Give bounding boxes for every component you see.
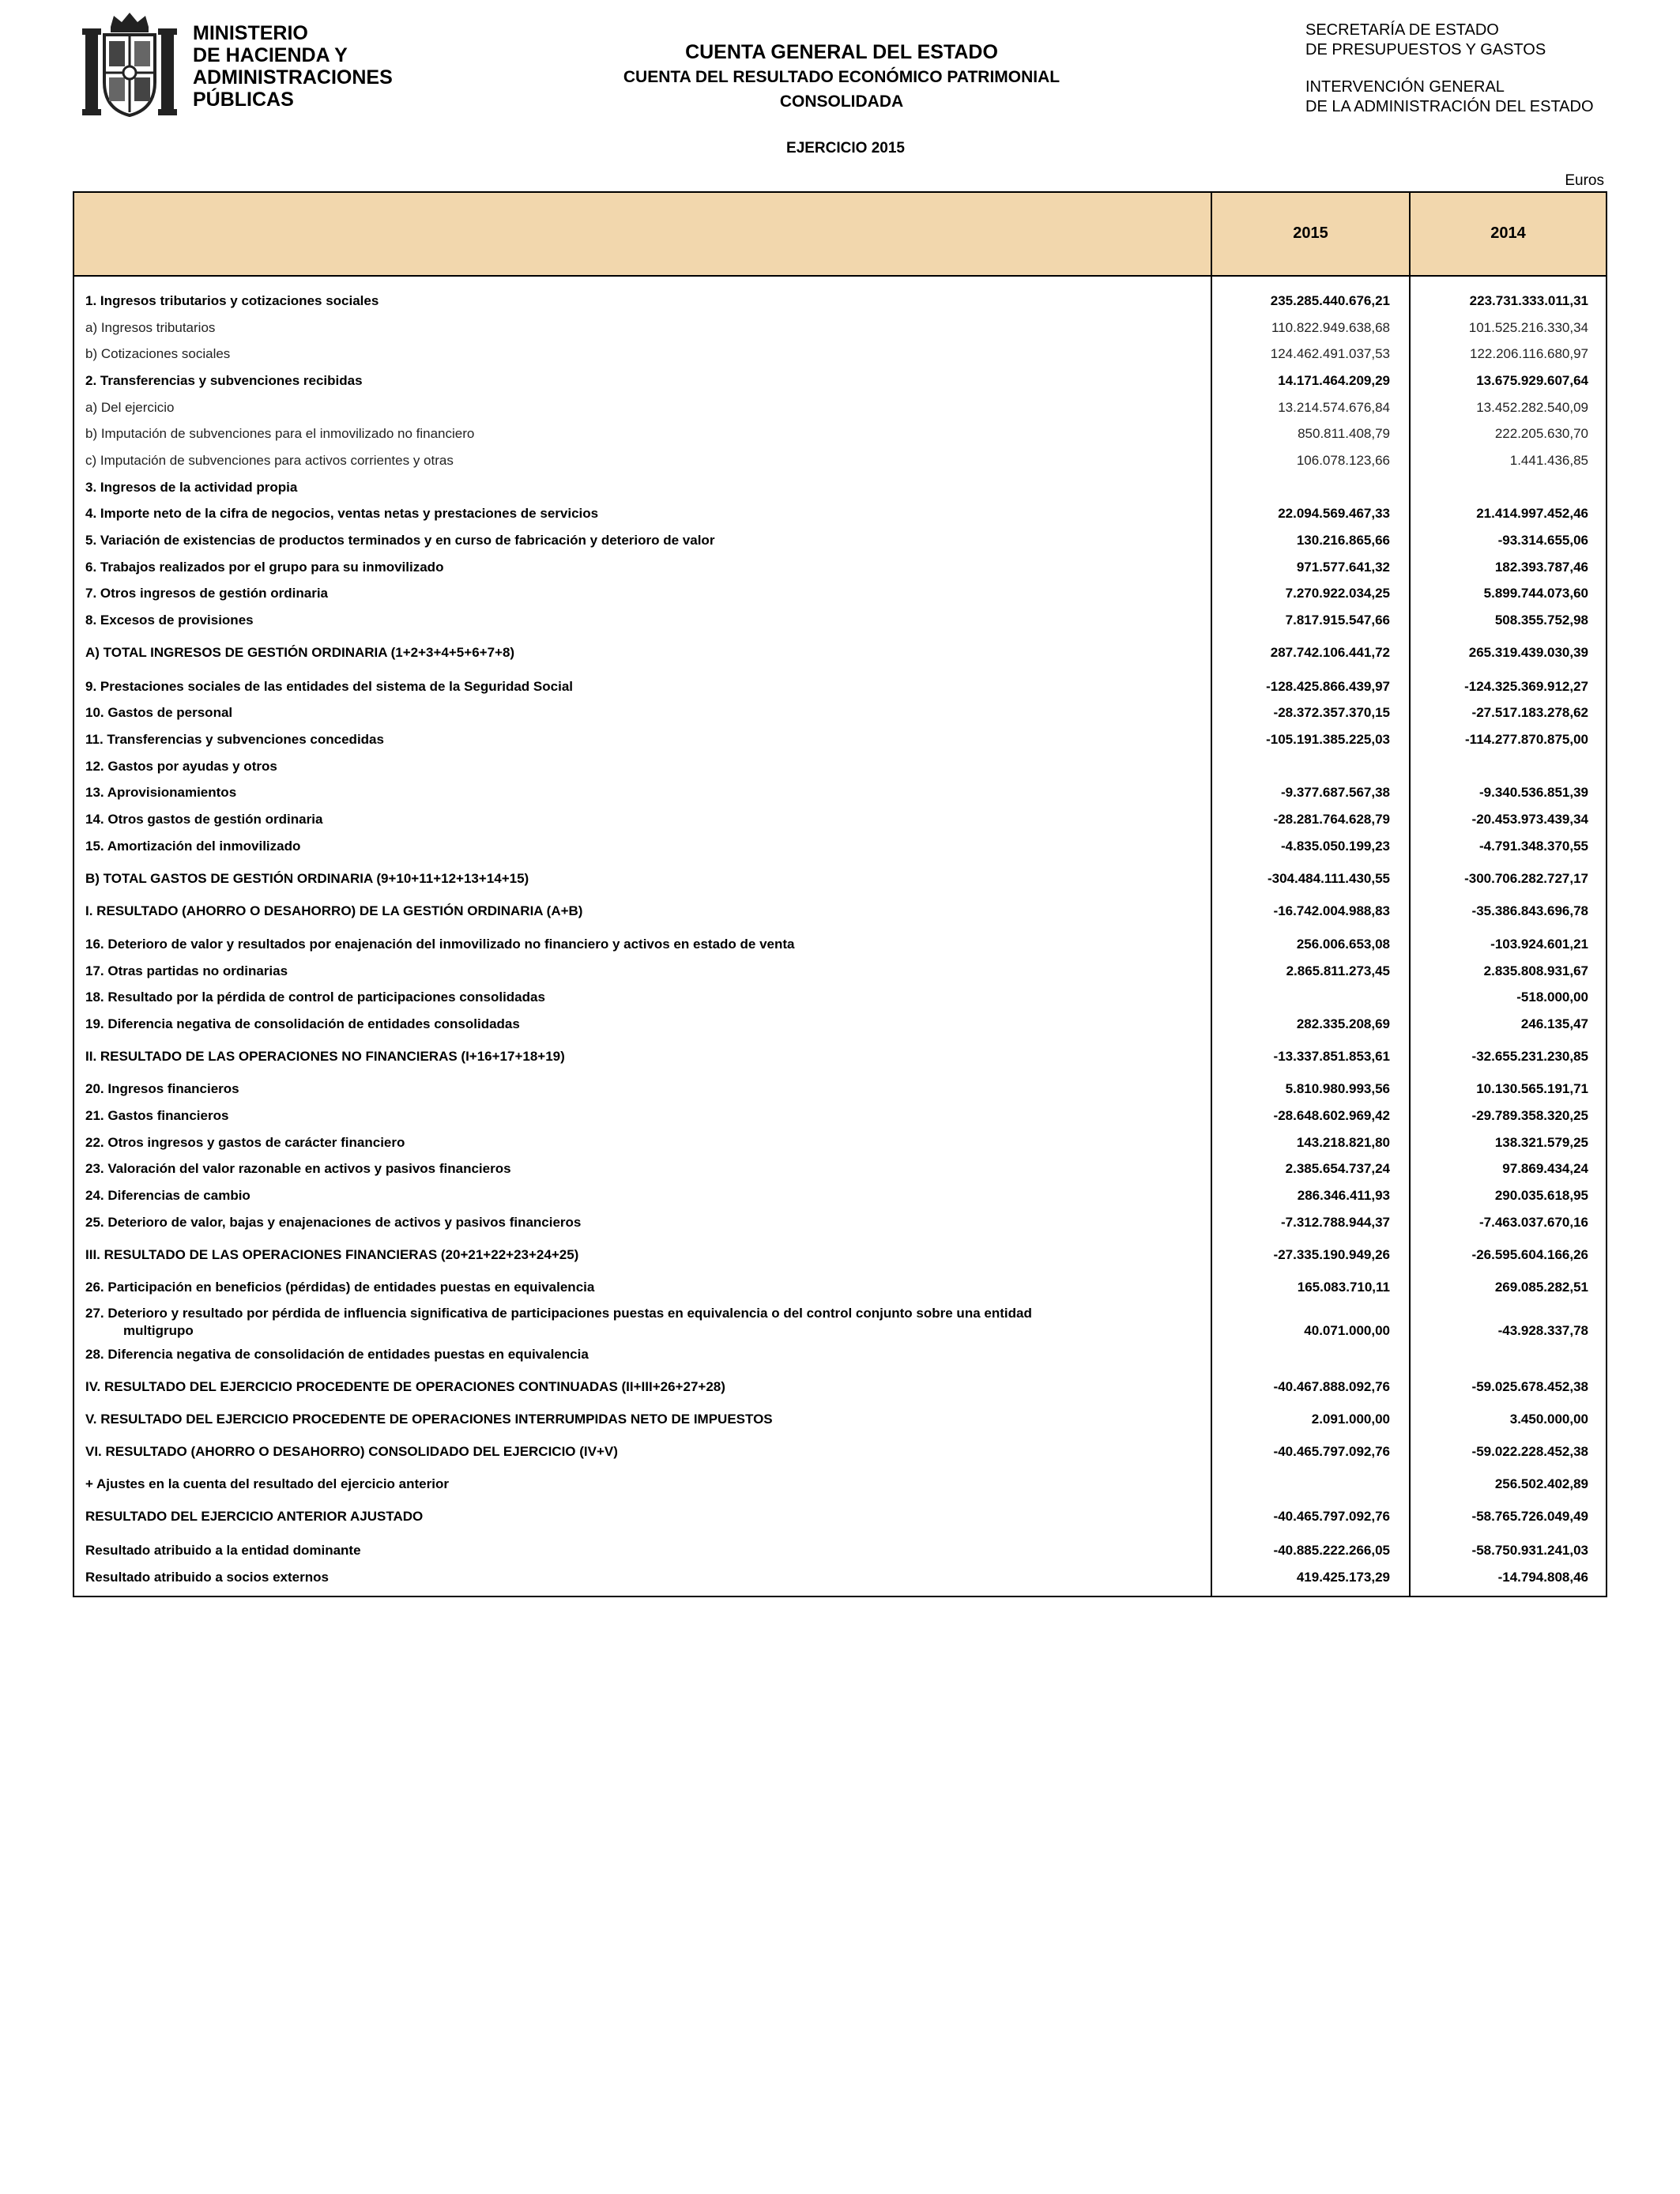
document-titles bbox=[537, 40, 1146, 114]
value-2014: -300.706.282.727,17 bbox=[1464, 871, 1588, 886]
row-label: 9. Prestaciones sociales de las entidades del sistema de la Seguridad Social bbox=[85, 679, 573, 694]
org-line: DE LA ADMINISTRACIÓN DEL ESTADO bbox=[1305, 98, 1594, 115]
table-row bbox=[74, 399, 1606, 425]
row-label: 20. Ingresos financieros bbox=[85, 1081, 239, 1096]
value-2015: 124.462.491.037,53 bbox=[1270, 346, 1390, 361]
value-2014: 101.525.216.330,34 bbox=[1468, 320, 1588, 335]
row-label: 13. Aprovisionamientos bbox=[85, 785, 237, 800]
row-label: 4. Importe neto de la cifra de negocios, ventas netas y prestaciones de servicios bbox=[85, 506, 599, 521]
value-2014: -58.765.726.049,49 bbox=[1471, 1509, 1588, 1524]
table-row bbox=[74, 292, 1606, 319]
exercise-year: EJERCICIO 2015 bbox=[786, 140, 905, 156]
row-label: 6. Trabajos realizados por el grupo para su inmovilizado bbox=[85, 560, 444, 575]
row-label: 10. Gastos de personal bbox=[85, 705, 233, 720]
row-label: 16. Deterioro de valor y resultados por enajenación del inmovilizado no financiero y activos en estado de venta bbox=[85, 937, 795, 952]
value-2015: -105.191.385.225,03 bbox=[1266, 732, 1390, 747]
value-2014: 13.675.929.607,64 bbox=[1476, 373, 1588, 388]
row-label: 19. Diferencia negativa de consolidación de entidades consolidadas bbox=[85, 1016, 520, 1031]
value-2014: 246.135,47 bbox=[1520, 1016, 1588, 1031]
value-2015: 22.094.569.467,33 bbox=[1278, 506, 1390, 521]
value-2014: -27.517.183.278,62 bbox=[1471, 705, 1588, 720]
table-row bbox=[74, 1134, 1606, 1160]
value-2015: -40.467.888.092,76 bbox=[1273, 1379, 1390, 1394]
row-label: Resultado atribuido a socios externos bbox=[85, 1570, 329, 1585]
ministry-line: PÚBLICAS bbox=[193, 89, 294, 111]
row-label: Resultado atribuido a la entidad dominante bbox=[85, 1543, 361, 1558]
row-label: 15. Amortización del inmovilizado bbox=[85, 839, 301, 854]
value-2015: -40.885.222.266,05 bbox=[1273, 1543, 1390, 1558]
table-row bbox=[74, 372, 1606, 398]
row-label: b) Cotizaciones sociales bbox=[85, 346, 231, 361]
row-label: III. RESULTADO DE LAS OPERACIONES FINANCIERAS (20+21+22+23+24+25) bbox=[85, 1247, 579, 1262]
row-label: 22. Otros ingresos y gastos de carácter financiero bbox=[85, 1135, 405, 1150]
table-row bbox=[74, 758, 1606, 784]
value-2014: -93.314.655,06 bbox=[1497, 533, 1588, 548]
issuing-organization bbox=[1305, 21, 1653, 117]
table-row bbox=[74, 1569, 1606, 1595]
value-2014: -124.325.369.912,27 bbox=[1464, 679, 1588, 694]
document-subtitle: CUENTA DEL RESULTADO ECONÓMICO PATRIMONIAL bbox=[623, 68, 1060, 86]
value-2014: 2.835.808.931,67 bbox=[1483, 963, 1588, 978]
value-2015: 110.822.949.638,68 bbox=[1271, 320, 1390, 335]
table-row bbox=[74, 319, 1606, 345]
table-row bbox=[74, 1305, 1606, 1338]
value-2015: 14.171.464.209,29 bbox=[1278, 373, 1390, 388]
ministry-line: MINISTERIO bbox=[193, 22, 308, 44]
value-2014: -9.340.536.851,39 bbox=[1478, 785, 1588, 800]
value-2014: -58.750.931.241,03 bbox=[1471, 1543, 1588, 1558]
value-2015: -40.465.797.092,76 bbox=[1273, 1509, 1390, 1524]
table-row bbox=[74, 870, 1606, 896]
value-2014: 5.899.744.073,60 bbox=[1483, 586, 1588, 601]
document-subtitle-2: CONSOLIDADA bbox=[779, 92, 904, 111]
currency-units: Euros bbox=[1565, 172, 1604, 189]
row-label: B) TOTAL GASTOS DE GESTIÓN ORDINARIA (9+10+11+12+13+14+15) bbox=[85, 871, 529, 886]
table-row bbox=[74, 1214, 1606, 1240]
table-row bbox=[74, 1411, 1606, 1437]
value-2015: 235.285.440.676,21 bbox=[1270, 293, 1390, 308]
value-2014: -20.453.973.439,34 bbox=[1471, 812, 1588, 827]
table-row bbox=[74, 479, 1606, 505]
table-row bbox=[74, 1279, 1606, 1305]
table-row bbox=[74, 1246, 1606, 1272]
value-2014: -29.789.358.320,25 bbox=[1471, 1108, 1588, 1123]
row-label: 23. Valoración del valor razonable en activos y pasivos financieros bbox=[85, 1161, 511, 1176]
row-label: IV. RESULTADO DEL EJERCICIO PROCEDENTE DE OPERACIONES CONTINUADAS (II+III+26+27+28) bbox=[85, 1379, 725, 1394]
value-2014: 10.130.565.191,71 bbox=[1476, 1081, 1588, 1096]
value-2015: 13.214.574.676,84 bbox=[1278, 400, 1390, 415]
value-2014: -35.386.843.696,78 bbox=[1471, 903, 1588, 918]
table-row bbox=[74, 678, 1606, 704]
org-line: INTERVENCIÓN GENERAL bbox=[1305, 78, 1505, 96]
row-label: a) Ingresos tributarios bbox=[85, 320, 216, 335]
value-2014: 182.393.787,46 bbox=[1494, 560, 1588, 575]
value-2014: 256.502.402,89 bbox=[1494, 1476, 1588, 1491]
row-label: c) Imputación de subvenciones para activos corrientes y otras bbox=[85, 453, 454, 468]
row-label: A) TOTAL INGRESOS DE GESTIÓN ORDINARIA (1+2+3+4+5+6+7+8) bbox=[85, 645, 515, 660]
table-header bbox=[74, 193, 1606, 277]
table-row bbox=[74, 936, 1606, 962]
value-2015: -16.742.004.988,83 bbox=[1273, 903, 1390, 918]
value-2015: -28.281.764.628,79 bbox=[1273, 812, 1390, 827]
table-row bbox=[74, 532, 1606, 558]
value-2015: 286.346.411,93 bbox=[1297, 1188, 1390, 1203]
table-row bbox=[74, 1048, 1606, 1074]
table-row bbox=[74, 425, 1606, 451]
value-2015: -7.312.788.944,37 bbox=[1280, 1215, 1390, 1230]
table-row bbox=[74, 903, 1606, 929]
results-table bbox=[73, 191, 1607, 1597]
row-label: 11. Transferencias y subvenciones concedidas bbox=[85, 732, 384, 747]
org-line: DE PRESUPUESTOS Y GASTOS bbox=[1305, 41, 1546, 58]
value-2015: -128.425.866.439,97 bbox=[1266, 679, 1390, 694]
value-2015: -9.377.687.567,38 bbox=[1280, 785, 1390, 800]
value-2014: -103.924.601,21 bbox=[1490, 937, 1588, 952]
value-2014: -26.595.604.166,26 bbox=[1471, 1247, 1588, 1262]
value-2014: 97.869.434,24 bbox=[1502, 1161, 1588, 1176]
value-2015: 7.817.915.547,66 bbox=[1285, 613, 1390, 628]
table-row bbox=[74, 452, 1606, 478]
column-header-2014: 2014 bbox=[1490, 224, 1526, 242]
table-row bbox=[74, 838, 1606, 864]
row-label: 21. Gastos financieros bbox=[85, 1108, 229, 1123]
value-2014: 290.035.618,95 bbox=[1494, 1188, 1588, 1203]
row-label: VI. RESULTADO (AHORRO O DESAHORRO) CONSOLIDADO DEL EJERCICIO (IV+V) bbox=[85, 1444, 618, 1459]
row-label: 17. Otras partidas no ordinarias bbox=[85, 963, 288, 978]
value-2015: -13.337.851.853,61 bbox=[1273, 1049, 1390, 1064]
value-2014: -7.463.037.670,16 bbox=[1478, 1215, 1588, 1230]
row-label: 7. Otros ingresos de gestión ordinaria bbox=[85, 586, 329, 601]
ministry-name bbox=[193, 22, 446, 111]
table-row bbox=[74, 1508, 1606, 1534]
row-label: 2. Transferencias y subvenciones recibidas bbox=[85, 373, 363, 388]
table-row bbox=[74, 811, 1606, 837]
table-row bbox=[74, 1080, 1606, 1106]
table-row bbox=[74, 1016, 1606, 1042]
row-label: V. RESULTADO DEL EJERCICIO PROCEDENTE DE OPERACIONES INTERRUMPIDAS NETO DE IMPUESTOS bbox=[85, 1412, 773, 1427]
value-2014: -32.655.231.230,85 bbox=[1471, 1049, 1588, 1064]
table-row bbox=[74, 1378, 1606, 1404]
table-row bbox=[74, 963, 1606, 989]
row-label: 24. Diferencias de cambio bbox=[85, 1188, 250, 1203]
row-label: 8. Excesos de provisiones bbox=[85, 613, 254, 628]
table-row bbox=[74, 989, 1606, 1015]
table-row bbox=[74, 1107, 1606, 1133]
value-2014: 269.085.282,51 bbox=[1494, 1280, 1588, 1295]
value-2015: 971.577.641,32 bbox=[1296, 560, 1390, 575]
table-row bbox=[74, 585, 1606, 611]
table-row bbox=[74, 784, 1606, 810]
row-label-continuation: multigrupo bbox=[123, 1323, 194, 1338]
table-row bbox=[74, 1443, 1606, 1469]
row-label: 1. Ingresos tributarios y cotizaciones sociales bbox=[85, 293, 379, 308]
table-row bbox=[74, 1542, 1606, 1568]
value-2014: -59.025.678.452,38 bbox=[1471, 1379, 1588, 1394]
table-row bbox=[74, 704, 1606, 730]
table-row bbox=[74, 1476, 1606, 1502]
row-label bbox=[85, 1305, 1176, 1340]
value-2015: 7.270.922.034,25 bbox=[1285, 586, 1390, 601]
row-label: 18. Resultado por la pérdida de control de participaciones consolidadas bbox=[85, 990, 545, 1005]
value-2014: 508.355.752,98 bbox=[1494, 613, 1588, 628]
ministry-line: DE HACIENDA Y bbox=[193, 44, 348, 66]
row-label: a) Del ejercicio bbox=[85, 400, 175, 415]
row-label: 12. Gastos por ayudas y otros bbox=[85, 759, 277, 774]
value-2015: 850.811.408,79 bbox=[1298, 426, 1390, 441]
column-header-2015: 2015 bbox=[1293, 224, 1328, 242]
value-2014: 21.414.997.452,46 bbox=[1476, 506, 1588, 521]
value-2015: -28.372.357.370,15 bbox=[1273, 705, 1390, 720]
value-2014: -43.928.337,78 bbox=[1497, 1323, 1588, 1338]
table-row bbox=[74, 731, 1606, 757]
value-2014: 265.319.439.030,39 bbox=[1468, 645, 1588, 660]
value-2015: 130.216.865,66 bbox=[1296, 533, 1390, 548]
table-row bbox=[74, 612, 1606, 638]
row-label: RESULTADO DEL EJERCICIO ANTERIOR AJUSTADO bbox=[85, 1509, 424, 1524]
value-2014: -114.277.870.875,00 bbox=[1465, 732, 1588, 747]
value-2015: 2.865.811.273,45 bbox=[1286, 963, 1390, 978]
value-2014: -14.794.808,46 bbox=[1497, 1570, 1588, 1585]
row-label: 28. Diferencia negativa de consolidación de entidades puestas en equivalencia bbox=[85, 1347, 589, 1362]
value-2014: 1.441.436,85 bbox=[1509, 453, 1588, 468]
value-2014: 223.731.333.011,31 bbox=[1469, 293, 1588, 308]
value-2014: 222.205.630,70 bbox=[1494, 426, 1588, 441]
value-2015: -40.465.797.092,76 bbox=[1273, 1444, 1390, 1459]
value-2014: -4.791.348.370,55 bbox=[1478, 839, 1588, 854]
row-label: + Ajustes en la cuenta del resultado del ejercicio anterior bbox=[85, 1476, 449, 1491]
value-2015: 143.218.821,80 bbox=[1296, 1135, 1390, 1150]
value-2015: -27.335.190.949,26 bbox=[1273, 1247, 1390, 1262]
value-2014: 13.452.282.540,09 bbox=[1476, 400, 1588, 415]
value-2015: -304.484.111.430,55 bbox=[1267, 871, 1390, 886]
value-2015: 287.742.106.441,72 bbox=[1270, 645, 1390, 660]
value-2014: 122.206.116.680,97 bbox=[1470, 346, 1588, 361]
org-line: SECRETARÍA DE ESTADO bbox=[1305, 21, 1499, 39]
value-2014: 138.321.579,25 bbox=[1494, 1135, 1588, 1150]
value-2015: 40.071.000,00 bbox=[1304, 1323, 1390, 1338]
row-label: 3. Ingresos de la actividad propia bbox=[85, 480, 298, 495]
value-2014: 3.450.000,00 bbox=[1509, 1412, 1588, 1427]
table-row bbox=[74, 1160, 1606, 1186]
table-row bbox=[74, 1346, 1606, 1372]
value-2015: 165.083.710,11 bbox=[1297, 1280, 1390, 1295]
table-row bbox=[74, 1187, 1606, 1213]
table-row bbox=[74, 345, 1606, 371]
value-2014: -518.000,00 bbox=[1516, 990, 1588, 1005]
value-2015: 106.078.123,66 bbox=[1296, 453, 1390, 468]
value-2015: 256.006.653,08 bbox=[1296, 937, 1390, 952]
value-2015: 419.425.173,29 bbox=[1296, 1570, 1390, 1585]
value-2015: -28.648.602.969,42 bbox=[1273, 1108, 1390, 1123]
row-label-line: 27. Deterioro y resultado por pérdida de influencia significativa de participaciones puestas en equivalencia o del control conjunto sobre una entidad bbox=[85, 1306, 1032, 1321]
row-label: 5. Variación de existencias de productos terminados y en curso de fabricación y deterioro de valor bbox=[85, 533, 715, 548]
value-2015: 2.091.000,00 bbox=[1311, 1412, 1390, 1427]
value-2015: 5.810.980.993,56 bbox=[1285, 1081, 1390, 1096]
table-row bbox=[74, 505, 1606, 531]
row-label: 25. Deterioro de valor, bajas y enajenaciones de activos y pasivos financieros bbox=[85, 1215, 582, 1230]
document-title: CUENTA GENERAL DEL ESTADO bbox=[685, 41, 998, 63]
value-2015: 282.335.208,69 bbox=[1296, 1016, 1390, 1031]
coat-of-arms-logo bbox=[79, 9, 180, 120]
row-label: b) Imputación de subvenciones para el inmovilizado no financiero bbox=[85, 426, 475, 441]
value-2014: -59.022.228.452,38 bbox=[1471, 1444, 1588, 1459]
table-row bbox=[74, 644, 1606, 670]
row-label: 14. Otros gastos de gestión ordinaria bbox=[85, 812, 323, 827]
row-label: 26. Participación en beneficios (pérdidas) de entidades puestas en equivalencia bbox=[85, 1280, 595, 1295]
row-label: I. RESULTADO (AHORRO O DESAHORRO) DE LA GESTIÓN ORDINARIA (A+B) bbox=[85, 903, 583, 918]
value-2015: 2.385.654.737,24 bbox=[1285, 1161, 1390, 1176]
value-2015: -4.835.050.199,23 bbox=[1280, 839, 1390, 854]
table-row bbox=[74, 559, 1606, 585]
ministry-line: ADMINISTRACIONES bbox=[193, 66, 393, 89]
row-label: II. RESULTADO DE LAS OPERACIONES NO FINANCIERAS (I+16+17+18+19) bbox=[85, 1049, 565, 1064]
